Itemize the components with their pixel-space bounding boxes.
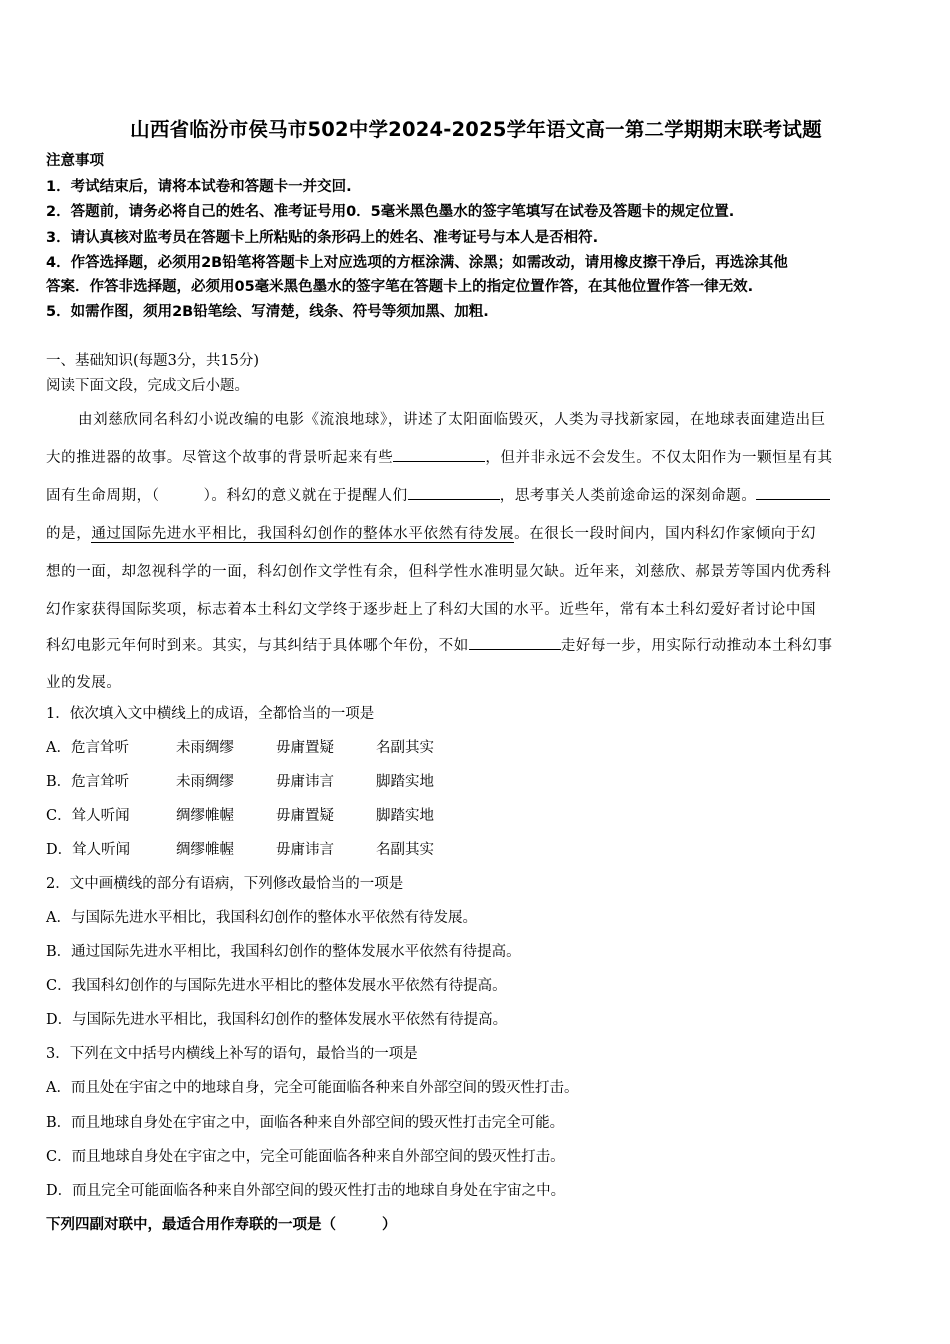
option-row: D．与国际先进水平相比，我国科幻创作的整体发展水平依然有待提高。: [46, 1012, 508, 1028]
option-row: A．而且处在宇宙之中的地球自身，完全可能面临各种来自外部空间的毁灭性打击。: [46, 1080, 579, 1096]
notice-item: 2．答题前，请务必将自己的姓名、准考证号用0．5毫米黑色墨水的签字笔填写在试卷及答题卡的规定位置.: [46, 204, 735, 220]
option-row: D．耸人听闻 绸缪帷幄 毋庸讳言 名副其实: [46, 842, 434, 858]
option-row: B．通过国际先进水平相比，我国科幻创作的整体发展水平依然有待提高。: [46, 944, 521, 960]
answer-blank: [756, 485, 830, 500]
notice-item: 1．考试结束后，请将本试卷和答题卡一并交回.: [46, 179, 352, 195]
passage-line: 科幻电影元年何时到来。其实，与其纠结于具体哪个年份，不如 走好每一步，用实际行动推动本土科幻事: [46, 634, 833, 655]
question-stem: 2．文中画横线的部分有语病，下列修改最恰当的一项是: [46, 876, 404, 892]
option-row: A．危言耸听 未雨绸缪 毋庸置疑 名副其实: [46, 740, 434, 756]
underlined-sentence: 通过国际先进水平相比，我国科幻创作的整体水平依然有待发展: [91, 526, 515, 542]
passage-line: 固有生命周期，（ ）。科幻的意义就在于提醒人们 ，思考事关人类前途命运的深刻命题。: [46, 484, 830, 505]
section-intro: 阅读下面文段，完成文后小题。: [46, 378, 249, 394]
option-row: D．而且完全可能面临各种来自外部空间的毁灭性打击的地球自身处在宇宙之中。: [46, 1183, 566, 1199]
option-row: C．而且地球自身处在宇宙之中，完全可能面临各种来自外部空间的毁灭性打击。: [46, 1149, 565, 1165]
question-stem: 3．下列在文中括号内横线上补写的语句，最恰当的一项是: [46, 1046, 418, 1062]
page-title: 山西省临汾市侯马市502中学2024-2025学年语文高一第二学期期末联考试题: [130, 118, 822, 141]
answer-blank: [408, 485, 500, 500]
option-row: C．耸人听闻 绸缪帷幄 毋庸置疑 脚踏实地: [46, 808, 434, 824]
option-row: B．而且地球自身处在宇宙之中，面临各种来自外部空间的毁灭性打击完全可能。: [46, 1115, 565, 1131]
passage-line: 幻作家获得国际奖项，标志着本土科幻文学终于逐步赶上了科幻大国的水平。近些年，常有本土科幻爱好者讨论中国: [46, 602, 817, 618]
notice-heading: 注意事项: [46, 153, 104, 169]
passage-line: 大的推进器的故事。尽管这个故事的背景听起来有些 ，但并非永远不会发生。不仅太阳作为一颗恒星有其: [46, 446, 833, 467]
section-heading: 一、基础知识(每题3分，共15分): [46, 353, 259, 369]
notice-item: 5．如需作图，须用2B铅笔绘、写清楚，线条、符号等须加黑、加粗.: [46, 304, 489, 320]
option-row: C．我国科幻创作的与国际先进水平相比的整体发展水平依然有待提高。: [46, 978, 507, 994]
notice-item: 3．请认真核对监考员在答题卡上所粘贴的条形码上的姓名、准考证号与本人是否相符.: [46, 230, 599, 246]
passage-line: 由刘慈欣同名科幻小说改编的电影《流浪地球》，讲述了太阳面临毁灭，人类为寻找新家园，在地球表面建造出巨: [78, 412, 826, 428]
notice-item: 4．作答选择题，必须用2B铅笔将答题卡上对应选项的方框涂满、涂黑；如需改动，请用橡皮擦干净后，再选涂其他: [46, 255, 788, 271]
option-row: A．与国际先进水平相比，我国科幻创作的整体水平依然有待发展。: [46, 910, 477, 926]
option-row: B．危言耸听 未雨绸缪 毋庸讳言 脚踏实地: [46, 774, 434, 790]
answer-blank: [469, 635, 561, 650]
passage-line: 业的发展。: [46, 675, 122, 691]
answer-blank: [393, 447, 485, 462]
question-stem: 下列四副对联中，最适合用作寿联的一项是（ ）: [46, 1217, 397, 1233]
notice-item: 答案．作答非选择题，必须用05毫米黑色墨水的签字笔在答题卡上的指定位置作答，在其他位置作答一律无效.: [46, 279, 754, 295]
question-stem: 1．依次填入文中横线上的成语，全都恰当的一项是: [46, 706, 375, 722]
passage-line: 的是，通过国际先进水平相比，我国科幻创作的整体水平依然有待发展。在很长一段时间内，国内科幻作家倾向于幻: [46, 526, 817, 542]
passage-line: 想的一面，却忽视科学的一面，科幻创作文学性有余，但科学性水准明显欠缺。近年来，刘慈欣、郝景芳等国内优秀科: [46, 564, 832, 580]
